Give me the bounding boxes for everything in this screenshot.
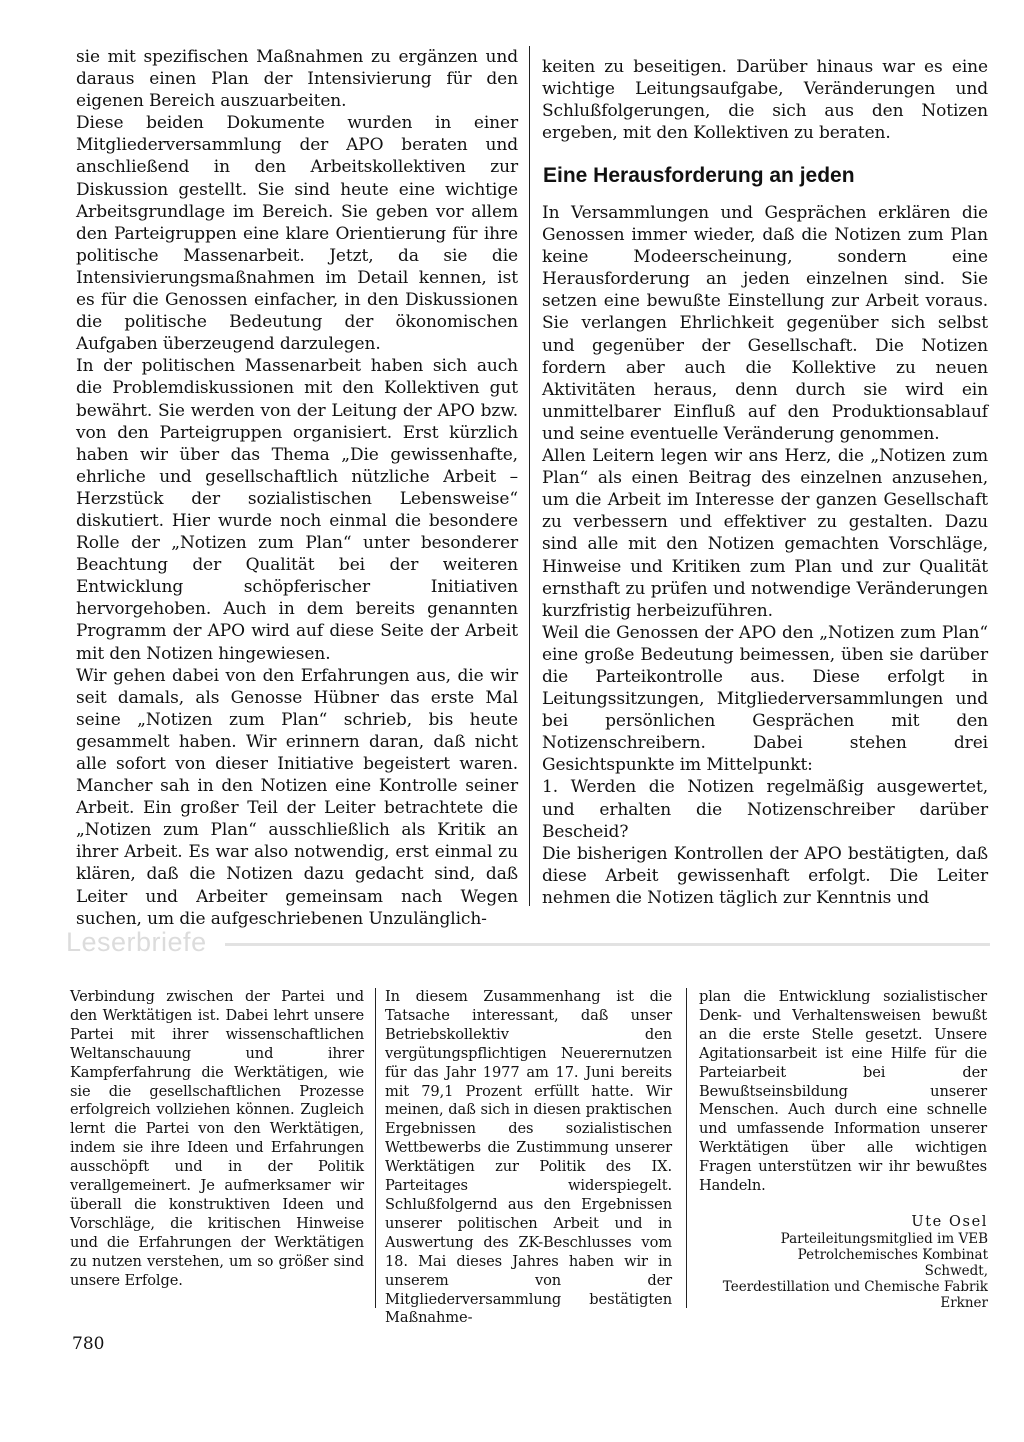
column-divider bbox=[686, 988, 687, 1308]
letter-paragraph: Verbindung zwischen der Partei und den Werktätigen ist. Dabei lehrt unsere Partei mit ihrer wissenschaftlichen Weltanschauung und ihrer Kampferfahrung die Werktätigen, wie sie die gesellschaftlichen Prozesse erfolgreich vollziehen können. Zugleich lernt die Partei von den Werktätigen, indem sie ihre Ideen und Erfahrungen ausschöpft und in der Politik verallgemeinert. Je aufmerksamer wir überall die konstruktiven Ideen und Vorschläge, die kritischen Hinweise und die Erfahrungen der Werktätigen zu nutzen verstehen, um so größer sind unsere Erfolge. bbox=[70, 988, 364, 1289]
author-affiliation-line: Teerdestillation und Chemische Fabrik bbox=[722, 1279, 988, 1295]
letter-column-2 bbox=[385, 988, 672, 1328]
author-affiliation-line: Petrolchemisches Kombinat bbox=[797, 1247, 988, 1263]
column-divider bbox=[375, 988, 376, 1308]
article-paragraph: Weil die Genossen der APO den „Notizen zum Plan“ eine große Bedeutung beimessen, üben sie darüber die Parteikontrolle aus. Diese erfolgt in Leitungssitzungen, Mitgliederversammlungen und bei persönlichen Gesprächen mit den Notizenschreibern. Dabei stehen drei Gesichtspunkte im Mittelpunkt: bbox=[542, 622, 988, 776]
letter-signature bbox=[723, 1214, 988, 1311]
letter-column-3 bbox=[699, 988, 987, 1196]
section-banner-title: Leserbriefe bbox=[66, 927, 207, 957]
page-number: 780 bbox=[72, 1334, 105, 1354]
author-affiliation-line: Schwedt, bbox=[924, 1263, 988, 1279]
article-paragraph: Allen Leitern legen wir ans Herz, die „Notizen zum Plan“ als einen Beitrag des einzelnen anzusehen, um die Arbeit im Interesse der ganzen Gesellschaft zu verbessern und effektiver zu gestalten. Dazu sind alle mit den Notizen gemachten Vorschläge, Hinweise und Kritiken zum Plan und zur Qualität ernsthaft zu prüfen und notwendige Veränderungen kurzfristig herbeizuführen. bbox=[542, 446, 988, 621]
banner-rule bbox=[225, 943, 990, 946]
article-paragraph: In Versammlungen und Gesprächen erklären die Genossen immer wieder, daß die Notizen zum Plan keine Modeerscheinung, sondern eine Herausforderung an jeden einzelnen sind. Sie setzen eine bewußte Einstellung zur Arbeit voraus. Sie verlangen Ehrlichkeit gegenüber sich selbst und gegenüber der Gesellschaft. Die Notizen fordern aber auch die Kollektive zu neuen Aktivitäten heraus, denn durch sie wird ein unmittelbarer Einfluß auf den Produktionsablauf und seine eventuelle Veränderung genommen. bbox=[542, 203, 988, 444]
article-paragraph: Die bisherigen Kontrollen der APO bestätigten, daß diese Arbeit gewissenhaft erfolgt. Die Leiter nehmen die Notizen täglich zur Kenntnis und bbox=[542, 843, 988, 908]
column-divider bbox=[529, 46, 530, 906]
letter-paragraph: plan die Entwicklung sozialistischer Denk- und Verhaltensweisen bewußt an die erste Stelle gesetzt. Unsere Agitationsarbeit ist eine Hilfe für die Parteiarbeit bei der Bewußtseinsbildung unserer Menschen. Auch durch eine schnelle und umfassende Information unserer Werktätigen über alle wichtigen Fragen unterstützen wir ihr bewußtes Handeln. bbox=[699, 988, 987, 1195]
article-paragraph: keiten zu beseitigen. Darüber hinaus war es eine wichtige Leitungsaufgabe, Veränderungen und Schlußfolgerungen, die sich aus den Notizen ergeben, mit den Kollektiven zu beraten. bbox=[542, 57, 988, 144]
article-paragraph: Diese beiden Dokumente wurden in einer Mitgliederversammlung der APO beraten und anschließend in den Arbeitskollektiven zur Diskussion gestellt. Sie sind heute eine wichtige Arbeitsgrundlage im Bereich. Sie geben vor allem den Parteigruppen eine klare Orientierung für ihre politische Massenarbeit. Jetzt, da sie die Intensivierungsmaßnahmen im Detail kennen, ist es für die Genossen einfacher, in den Diskussionen die politische Bedeutung der ökonomischen Aufgaben überzeugend darzulegen. bbox=[76, 113, 518, 355]
author-name: Ute Osel bbox=[911, 1214, 988, 1230]
article-column-right-top bbox=[542, 56, 988, 144]
author-affiliation-line: Parteileitungsmitglied im VEB bbox=[780, 1231, 988, 1247]
article-column-left bbox=[76, 46, 518, 930]
letter-paragraph: In diesem Zusammenhang ist die Tatsache interessant, daß unser Betriebskollektiv den vergütungspflichtigen Neuerernutzen für das Jahr 1977 am 17. Juni bereits mit 79,1 Prozent erfüllt hatte. Wir meinen, daß sich in diesen praktischen Ergebnissen des sozialistischen Wettbewerbs die Zustimmung unserer Werktätigen zur Politik des IX. Parteitages widerspiegelt. Schlußfolgernd aus den Ergebnissen unserer politischen Arbeit und in Auswertung des ZK-Beschlusses vom 18. Mai dieses Jahres haben wir in unserem von der Mitgliederversammlung bestätigten Maßnahme- bbox=[385, 988, 672, 1327]
article-paragraph: Wir gehen dabei von den Erfahrungen aus, die wir seit damals, als Genosse Hübner das erste Mal seine „Notizen zum Plan“ schrieb, bis heute gesammelt haben. Wir erinnern daran, daß nicht alle sofort von dieser Initiative begeistert waren. Mancher sah in den Notizen eine Kontrolle seiner Arbeit. Ein großer Teil der Leiter betrachtete die „Notizen zum Plan“ ausschließlich als Kritik an ihrer Arbeit. Es war also notwendig, erst einmal zu klären, daß die Notizen dazu gedacht sind, daß Leiter und Arbeiter gemeinsam nach Wegen suchen, um die aufgeschriebenen Unzulänglich- bbox=[76, 665, 518, 929]
letter-column-1 bbox=[70, 988, 364, 1291]
article-column-right bbox=[542, 202, 988, 909]
article-paragraph: sie mit spezifischen Maßnahmen zu ergänzen und daraus einen Plan der Intensivierung für den eigenen Bereich auszuarbeiten. bbox=[76, 47, 518, 112]
article-paragraph: In der politischen Massenarbeit haben sich auch die Problemdiskussionen mit den Kollektiven gut bewährt. Sie werden von der Leitung der APO bzw. von den Parteigruppen organisiert. Erst kürzlich haben wir über das Thema „Die gewissenhafte, ehrliche und gesellschaftlich nützliche Arbeit – Herzstück der sozialistischen Lebensweise“ diskutiert. Hier wurde noch einmal die besondere Rolle der „Notizen zum Plan“ unter besonderer Beachtung der Qualität bei der weiteren Entwicklung schöpferischer Initiativen hervorgehoben. Auch in dem bereits genannten Programm der APO wird auf diese Seite der Arbeit mit den Notizen hingewiesen. bbox=[76, 356, 518, 664]
section-heading: Eine Herausforderung an jeden bbox=[543, 164, 855, 187]
author-affiliation-line: Erkner bbox=[940, 1295, 988, 1311]
article-paragraph: 1. Werden die Notizen regelmäßig ausgewertet, und erhalten die Notizenschreiber darüber Bescheid? bbox=[542, 777, 988, 842]
